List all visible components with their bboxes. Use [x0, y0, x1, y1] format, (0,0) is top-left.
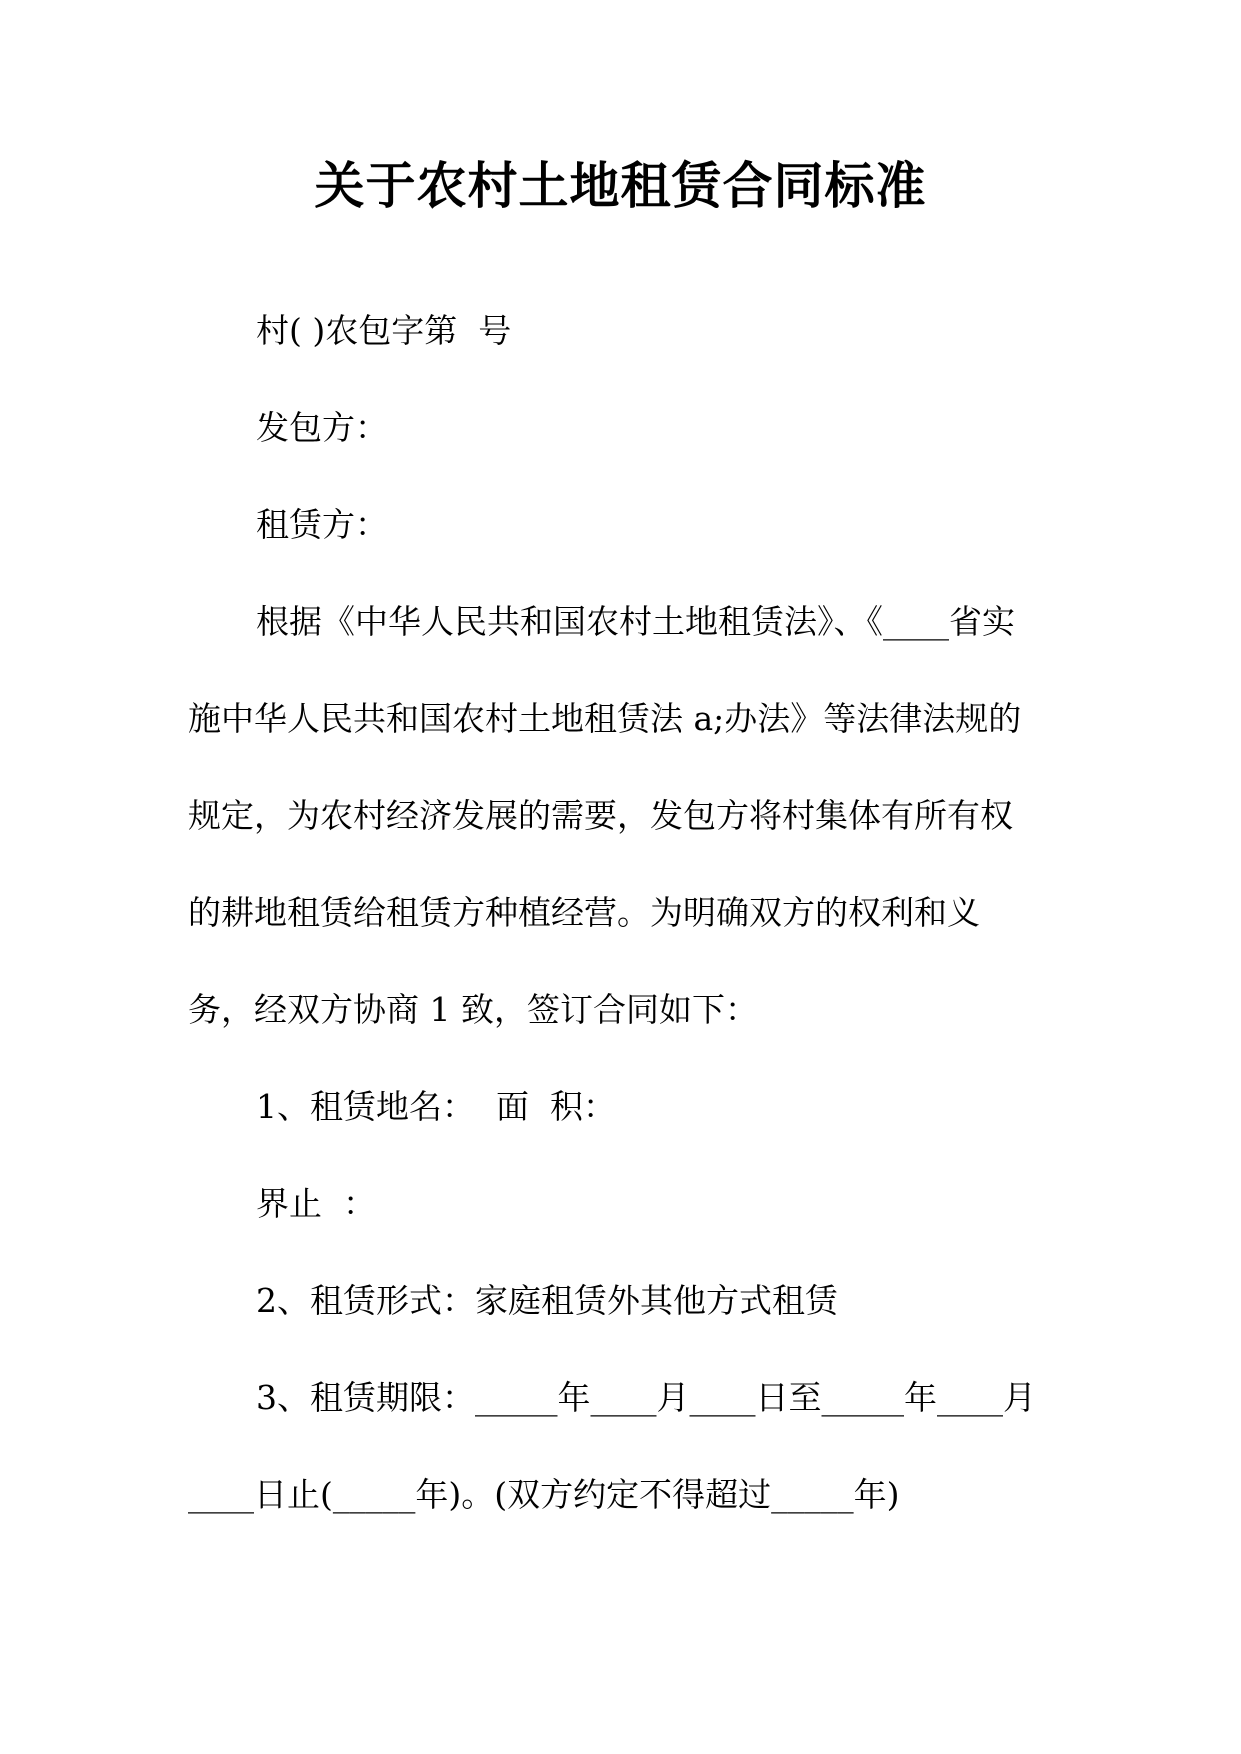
- clause-1-line: 1、租赁地名： 面 积：: [256, 1087, 616, 1126]
- issuer-party-line: 发包方：: [256, 408, 388, 447]
- lessee-party-line: 租赁方：: [256, 505, 388, 544]
- contract-number-line: 村( )农包字第 号: [256, 311, 512, 350]
- boundary-line: 界止 ：: [256, 1184, 376, 1223]
- preamble-line-2: 施中华人民共和国农村土地租赁法 a;办法》等法律法规的: [188, 699, 1022, 738]
- clause-3-line-1: 3、租赁期限：_____年____月____日至_____年____月: [256, 1378, 1036, 1417]
- clause-3-line-2: ____日止(_____年)。(双方约定不得超过_____年): [188, 1475, 900, 1514]
- clause-2-line: 2、租赁形式：家庭租赁外其他方式租赁: [256, 1281, 838, 1320]
- preamble-line-1: 根据《中华人民共和国农村土地租赁法》、《____省实: [256, 602, 1015, 641]
- document-title: 关于农村土地租赁合同标准: [314, 157, 927, 215]
- preamble-line-5: 务，经双方协商 1 致，签订合同如下：: [188, 990, 758, 1029]
- preamble-line-3: 规定，为农村经济发展的需要，发包方将村集体有所有权: [188, 796, 1013, 835]
- preamble-line-4: 的耕地租赁给租赁方种植经营。为明确双方的权利和义: [188, 893, 980, 932]
